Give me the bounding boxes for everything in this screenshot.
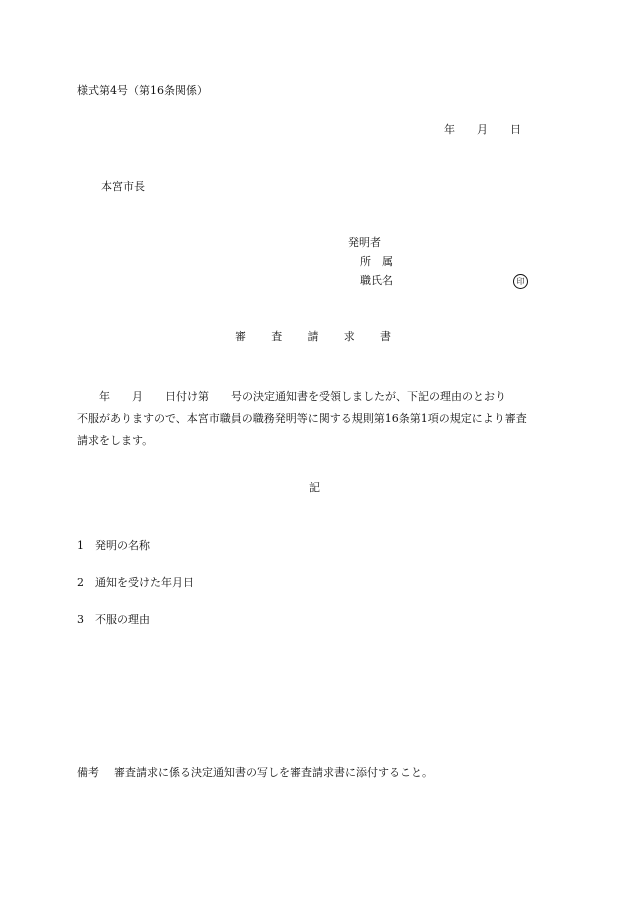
title-char: 求 xyxy=(343,330,355,343)
ki-mark: 記 xyxy=(309,481,320,494)
addressee: 本宮市長 xyxy=(101,180,145,193)
body-line: 不服がありますので、本宮市職員の職務発明等に関する規則第16条第1項の規定により審査 xyxy=(77,412,527,425)
item-label: 不服の理由 xyxy=(95,613,150,626)
item-label: 通知を受けた年月日 xyxy=(95,576,194,589)
document-title xyxy=(235,331,391,342)
applicant-heading: 発明者 xyxy=(348,236,381,249)
item-number: 3 xyxy=(77,613,84,626)
affiliation-label: 所 属 xyxy=(360,255,393,268)
title-char: 審 xyxy=(235,330,246,343)
body-line: 請求をします。 xyxy=(77,434,154,447)
date-line: 年 月 日 xyxy=(444,123,521,136)
remarks-label: 備考 xyxy=(77,766,99,779)
title-char: 書 xyxy=(380,330,391,343)
item-number: 1 xyxy=(77,539,84,552)
title-char: 査 xyxy=(271,330,283,343)
body-line: 年 月 日付け第 号の決定通知書を受領しましたが、下記の理由のとおり xyxy=(77,390,506,403)
item-number: 2 xyxy=(77,576,84,589)
seal-mark: 印 xyxy=(513,274,528,289)
title-char: 請 xyxy=(307,330,319,343)
remarks-text: 審査請求に係る決定通知書の写しを審査請求書に添付すること。 xyxy=(114,766,433,779)
name-label: 職氏名 xyxy=(360,274,393,287)
item-label: 発明の名称 xyxy=(95,539,150,552)
form-id: 様式第4号（第16条関係） xyxy=(77,84,208,97)
request-body xyxy=(77,386,549,452)
